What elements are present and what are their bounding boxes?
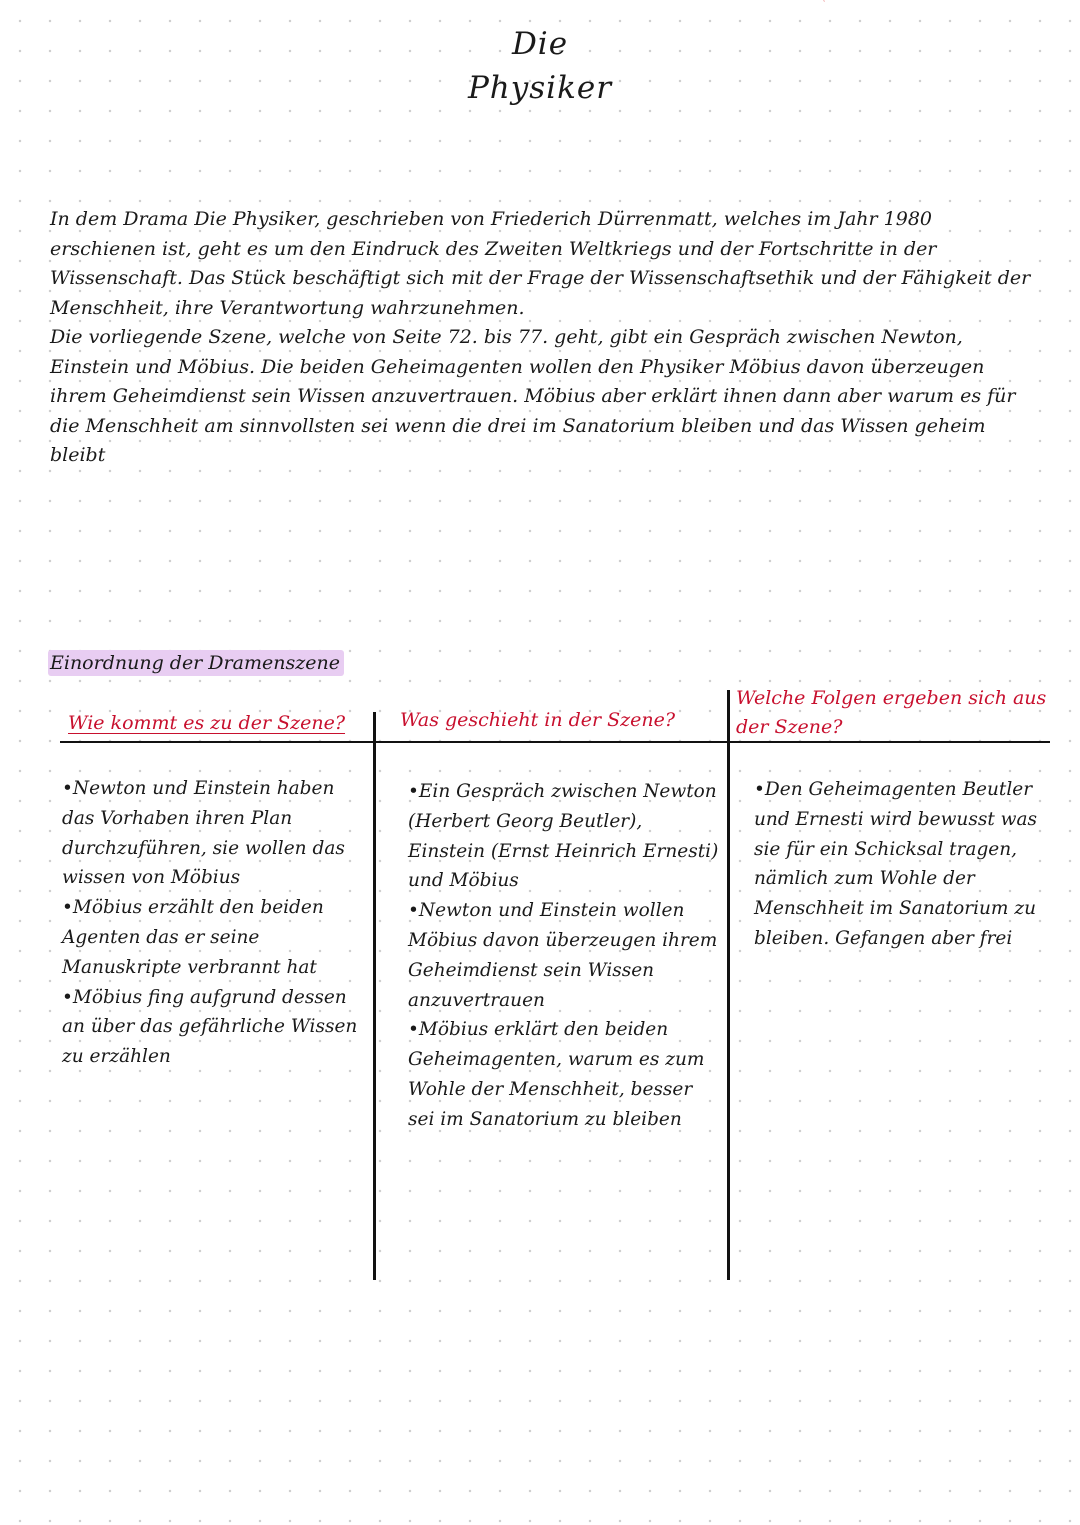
list-item: • Möbius erzählt den beiden Agenten das er seine Manuskripte verbrannt hat <box>62 893 362 982</box>
list-item: • Den Geheimagenten Beutler und Ernesti wird bewusst was sie für ein Schicksal tragen, nämlich zum Wohle der Menschheit im Sanatorium zu bleiben. Gefangen aber frei <box>754 775 1044 954</box>
intro-text <box>50 205 1035 471</box>
title-line-2: Physiker <box>467 70 613 106</box>
page-title <box>0 22 1080 110</box>
column-divider-2 <box>727 690 730 1280</box>
list-item: • Newton und Einstein wollen Möbius davon überzeugen ihrem Geheimdienst sein Wissen anzuvertrauen <box>408 896 723 1015</box>
column-header-3: Welche Folgen ergeben sich aus der Szene? <box>736 687 1047 738</box>
column-divider-1 <box>373 712 376 1280</box>
column-body-1 <box>62 774 362 1072</box>
intro-paragraph-1: In dem Drama Die Physiker, geschrieben von Friederich Dürrenmatt, welches im Jahr 1980 erschienen ist, geht es um den Eindruck des Zweiten Weltkriegs und der Fortschritte in der Wissenschaft. Das Stück beschäftigt sich mit der Frage der Wissenschaftsethik und der Fähigkeit der Menschheit, ihre Verantwortung wahrzunehmen. <box>50 208 1031 319</box>
list-item: • Newton und Einstein haben das Vorhaben ihren Plan durchzuführen, sie wollen das wissen von Möbius <box>62 774 362 893</box>
section-heading: Einordnung der Dramenszene <box>48 650 344 676</box>
list-item: • Möbius fing aufgrund dessen an über das gefährliche Wissen zu erzählen <box>62 983 362 1072</box>
column-body-2 <box>408 777 723 1135</box>
pen-mark <box>806 0 825 9</box>
column-header-1: Wie kommt es zu der Szene? <box>68 712 346 734</box>
title-line-1: Die <box>511 26 569 62</box>
list-item: • Ein Gespräch zwischen Newton (Herbert Georg Beutler), Einstein (Ernst Heinrich Ernesti) und Möbius <box>408 777 723 896</box>
intro-paragraph-2: Die vorliegende Szene, welche von Seite 72. bis 77. geht, gibt ein Gespräch zwischen Newton, Einstein und Möbius. Die beiden Geheimagenten wollen den Physiker Möbius davon überzeugen ihrem Geheimdienst sein Wissen anzuvertrauen. Möbius aber erklärt ihnen dann aber warum es für die Menschheit am sinnvollsten sei wenn die drei im Sanatorium bleiben und das Wissen geheim bleibt <box>50 326 1016 466</box>
table-header-rule <box>60 741 1050 743</box>
column-header-2: Was geschieht in der Szene? <box>400 709 676 731</box>
list-item: • Möbius erklärt den beiden Geheimagenten, warum es zum Wohle der Menschheit, besser sei im Sanatorium zu bleiben <box>408 1015 723 1134</box>
column-body-3 <box>754 775 1044 954</box>
